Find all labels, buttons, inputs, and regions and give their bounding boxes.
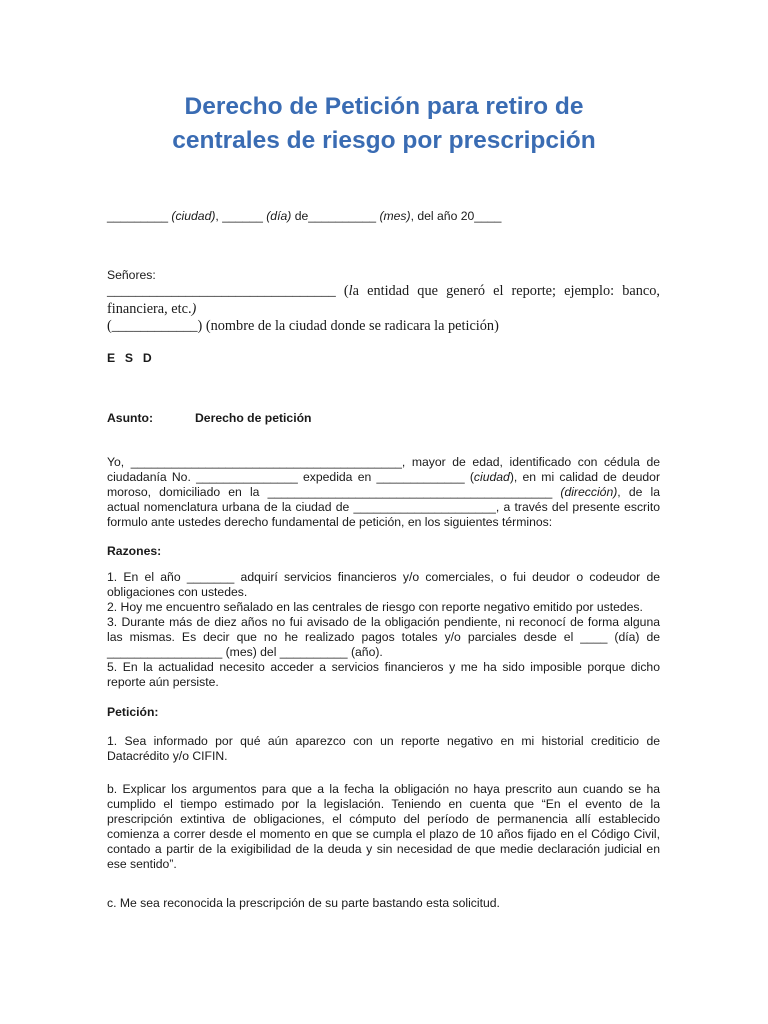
date-sep-2: de__________ (291, 209, 380, 223)
peticion-item-c: c. Me sea reconocida la prescripción de su parte bastando esta solicitud. (107, 896, 500, 910)
razones-heading: Razones: (107, 544, 162, 558)
esd-line: E S D (107, 351, 155, 365)
intro-paragraph (107, 455, 660, 530)
intro-part-2: ), en mi calidad de deudor moroso, domiciliado en la __________________________________________ (107, 470, 661, 499)
intro-ciudad: ciudad (473, 470, 510, 484)
recipient-city: (____________) (nombre de la ciudad donde se radicara la petición) (107, 318, 499, 334)
recipient-entity (107, 283, 660, 318)
intro-part-1: Yo, ________________________________________, mayor de edad, identificado con cédula de ciudadanía No. _______________ expedida en _____________ ( (107, 455, 660, 484)
date-line (107, 209, 660, 224)
date-sep-1: , ______ (215, 209, 267, 223)
title-line-2: centrales de riesgo por prescripción (172, 127, 596, 154)
date-ciudad: (ciudad) (171, 209, 216, 223)
date-tail: , del año 20____ (410, 209, 502, 223)
intro-direccion: (dirección) (560, 485, 618, 499)
date-mes: (mes) (379, 209, 411, 223)
recipient-greeting: Señores: (107, 268, 156, 282)
razon-item: 2. Hoy me encuentro señalado en las centrales de riesgo con reporte negativo emitido por ustedes. (107, 600, 643, 614)
title-line-1: Derecho de Petición para retiro de (184, 93, 584, 120)
razon-item: 5. En la actualidad necesito acceder a servicios financieros y me ha sido imposible porque dicho reporte aún persiste. (107, 660, 660, 689)
peticion-item-b: b. Explicar los argumentos para que a la fecha la obligación no haya prescrito aun cuando se ha cumplido el tiempo estimado por la legislación. Teniendo en cuenta que “En el evento de la prescripción extintiva de obligaciones, el cómputo del período de permanencia allí establecido comienza a correr desde el momento en que se cumpla el plazo de 10 años fijado en el Código Civil, contado a partir de la exigibilidad de la deuda y sin necesidad de que medie declaración judicial en ese sentido”. (107, 782, 660, 871)
razon-item: 3. Durante más de diez años no fui avisado de la obligación pendiente, ni reconocí de forma alguna las mismas. Es decir que no he realizado pagos totales y/o parciales desde el ____ (día) de _________________ (mes) del __________ (año). (107, 615, 660, 659)
razones-list (107, 570, 660, 690)
entity-text: a entidad que generó el reporte; ejemplo: banco, financiera, etc. (107, 283, 660, 317)
asunto-value: Derecho de petición (195, 411, 312, 425)
asunto-line (107, 411, 660, 426)
date-blank: _________ (107, 209, 172, 223)
entity-italic-l: l (348, 283, 353, 299)
peticion-item-1: 1. Sea informado por qué aún aparezco con un reporte negativo en mi historial crediticio de Datacrédito y/o CIFIN. (107, 734, 660, 763)
peticion-heading: Petición: (107, 705, 159, 719)
intro-part-3: , de la actual nomenclatura urbana de la ciudad de _____________________, a través del presente escrito formulo ante ustedes derecho fundamental de petición, en los siguientes términos: (107, 485, 660, 529)
date-dia: (día) (266, 209, 292, 223)
document-title (100, 90, 668, 158)
entity-blank: ________________________________ ( (107, 283, 349, 299)
entity-close: ) (191, 300, 197, 317)
asunto-label: Asunto: (107, 411, 154, 425)
razon-item: 1. En el año _______ adquirí servicios financieros y/o comerciales, o fui deudor o codeudor de obligaciones con ustedes. (107, 570, 660, 599)
